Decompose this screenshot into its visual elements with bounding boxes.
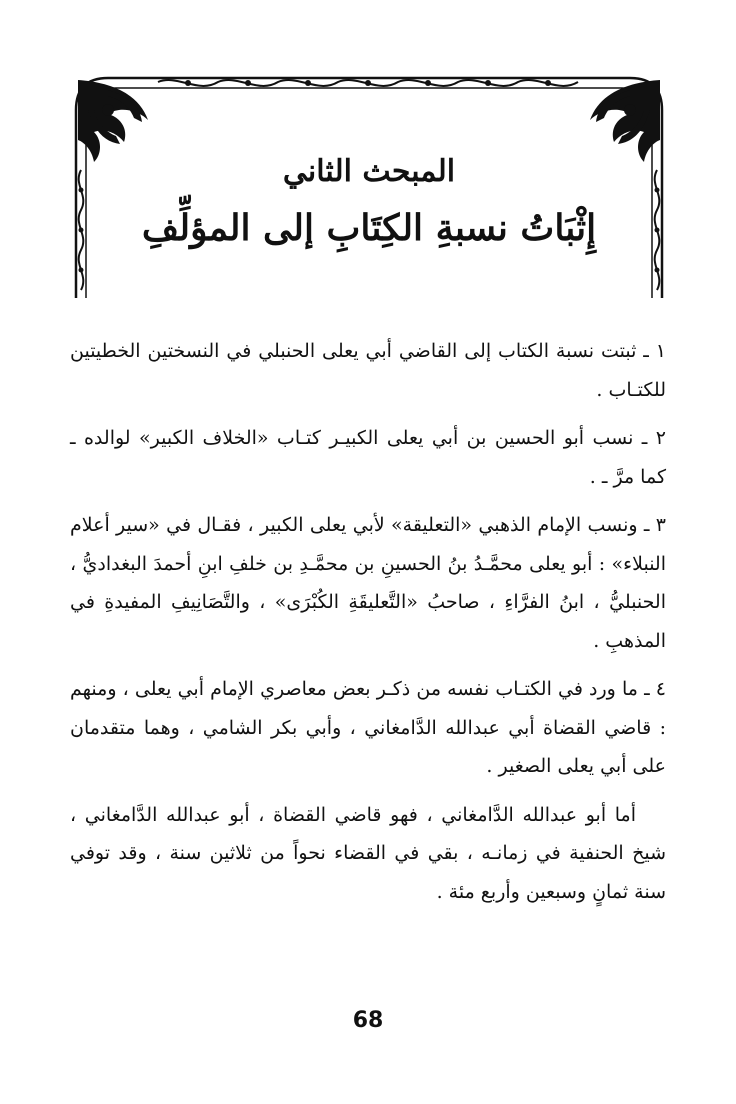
paragraph-2: ٢ ـ نسب أبو الحسين بن أبي يعلى الكبيـر كتـاب «الخلاف الكبير» لوالده ـ كما مرَّ ـ . xyxy=(70,427,666,488)
section-title: إِثْبَاتُ نسبةِ الكِتَابِ إلى المؤلِّفِ xyxy=(141,207,597,249)
page-number: 68 xyxy=(352,1008,384,1033)
body-text xyxy=(70,332,666,921)
paragraph-4: ٤ ـ ما ورد في الكتـاب نفسه من ذكـر بعض معاصري الإمام أبي يعلى ، ومنهم : قاضي القضاة أبي عبدالله الدَّامغاني ، وأبي بكر الشامي ، وهما متقدمان على أبي يعلى الصغير . xyxy=(70,678,666,777)
section-subtitle: المبحث الثاني xyxy=(282,154,456,189)
section-heading xyxy=(68,150,670,256)
paragraph-3: ٣ ـ ونسب الإمام الذهبي «التعليقة» لأبي يعلى الكبير ، فقـال في «سير أعلام النبلاء» : أبو يعلى محمَّـدُ بنُ الحسينِ بن محمَّـدِ بن خلفِ ابنِ أحمدَ البغداديُّ ، الحنبليُّ ، ابنُ الفرَّاءِ ، صاحبُ «التَّعليقَةِ الكُبْرَى» ، والتَّصَانِيفِ المفيدةِ في المذهبِ . xyxy=(70,514,666,652)
paragraph-5: أما أبو عبدالله الدَّامغاني ، فهو قاضي القضاة ، أبو عبدالله الدَّامغاني ، شيخ الحنفية في زمانـه ، بقي في القضاء نحواً من ثلاثين سنة ، وقد توفي سنة ثمانٍ وسبعين وأربع مئة . xyxy=(70,803,666,903)
paragraph-1: ١ ـ ثبتت نسبة الكتاب إلى القاضي أبي يعلى الحنبلي في النسختين الخطيتين للكتـاب . xyxy=(70,340,666,401)
